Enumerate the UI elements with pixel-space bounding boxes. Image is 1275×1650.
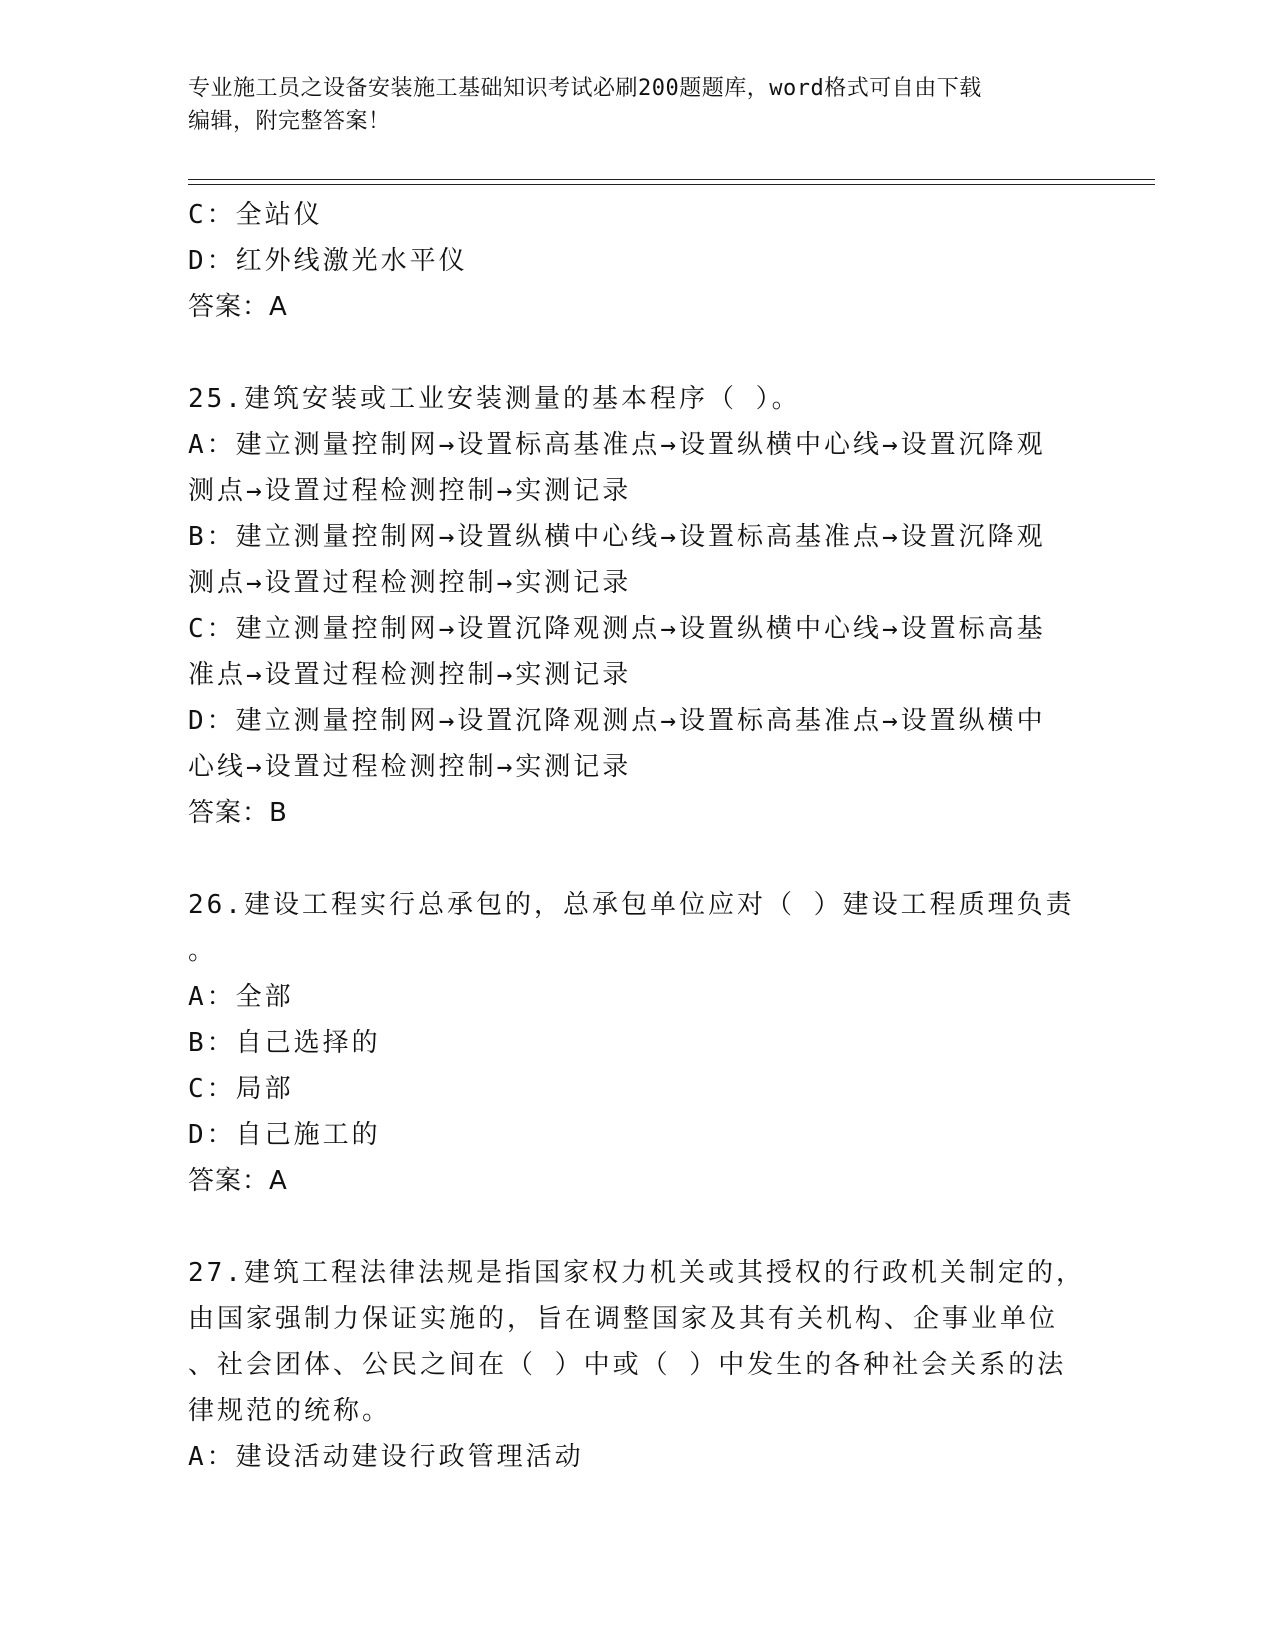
question-27: [188, 1250, 1088, 1480]
question-26: [188, 882, 1088, 1204]
answer-line: 答案：A: [188, 292, 288, 322]
question-24-tail: [188, 192, 1088, 330]
question-stem-continued: 律规范的统称。: [188, 1396, 392, 1426]
document-body: [188, 192, 1088, 1480]
header-divider-bottom: [188, 184, 1155, 185]
document-header: [188, 72, 1068, 138]
option-a: A：全部: [188, 982, 294, 1012]
header-title-line-1: 专业施工员之设备安装施工基础知识考试必刷200题题库，word格式可自由下载: [188, 76, 982, 101]
spacer: [188, 836, 1088, 882]
spacer: [188, 330, 1088, 376]
spacer: [188, 1204, 1088, 1250]
header-title-line-2: 编辑，附完整答案！: [188, 109, 391, 134]
question-stem-continued: 。: [188, 936, 218, 966]
option-b: B：建立测量控制网→设置纵横中心线→设置标高基准点→设置沉降观: [188, 522, 1046, 552]
question-stem-continued: 由国家强制力保证实施的，旨在调整国家及其有关机构、企事业单位: [188, 1304, 1059, 1334]
header-divider-top: [188, 179, 1155, 180]
option-c: C：建立测量控制网→设置沉降观测点→设置纵横中心线→设置标高基: [188, 614, 1046, 644]
option-c: C：全站仪: [188, 200, 323, 230]
option-a-continued: 测点→设置过程检测控制→实测记录: [188, 476, 632, 506]
answer-line: 答案：A: [188, 1166, 288, 1196]
option-a: A：建设活动建设行政管理活动: [188, 1442, 584, 1472]
question-stem: 25.建筑安装或工业安装测量的基本程序（ ）。: [188, 384, 801, 414]
option-c: C：局部: [188, 1074, 294, 1104]
option-c-continued: 准点→设置过程检测控制→实测记录: [188, 660, 632, 690]
question-stem: 26.建设工程实行总承包的，总承包单位应对（ ）建设工程质理负责: [188, 890, 1075, 920]
option-b: B：自己选择的: [188, 1028, 381, 1058]
question-stem-continued: 、社会团体、公民之间在（ ）中或（ ）中发生的各种社会关系的法: [188, 1350, 1067, 1380]
option-d: D：建立测量控制网→设置沉降观测点→设置标高基准点→设置纵横中: [188, 706, 1046, 736]
option-b-continued: 测点→设置过程检测控制→实测记录: [188, 568, 632, 598]
question-25: [188, 376, 1088, 836]
answer-line: 答案：B: [188, 798, 288, 828]
option-d: D：自己施工的: [188, 1120, 381, 1150]
option-a: A：建立测量控制网→设置标高基准点→设置纵横中心线→设置沉降观: [188, 430, 1046, 460]
option-d-continued: 心线→设置过程检测控制→实测记录: [188, 752, 632, 782]
option-d: D：红外线激光水平仪: [188, 246, 468, 276]
question-stem: 27.建筑工程法律法规是指国家权力机关或其授权的行政机关制定的，: [188, 1258, 1085, 1288]
